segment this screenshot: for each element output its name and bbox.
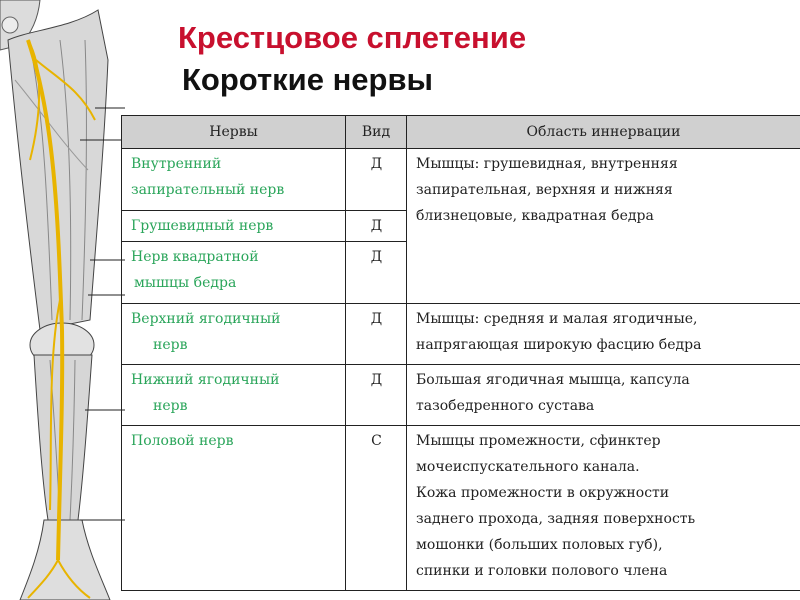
area-line: близнецовые, квадратная бедра <box>416 208 654 224</box>
nerve-type: Д <box>346 242 407 304</box>
nerve-name <box>122 426 346 591</box>
area-line: Мышцы: грушевидная, внутренняя <box>416 156 678 172</box>
area-line: мочеиспускательного канала. <box>416 459 640 475</box>
nerve-type: Д <box>346 365 407 426</box>
nerve-type: Д <box>346 211 407 242</box>
header-type: Вид <box>346 116 407 149</box>
nerve-name-line: мышцы бедра <box>134 275 237 291</box>
header-innervation-area: Область иннервации <box>407 116 800 149</box>
nerve-name-line: запирательный нерв <box>131 182 285 198</box>
innervation-area <box>407 365 800 426</box>
area-line: тазобедренного сустава <box>416 398 595 414</box>
nerve-name <box>122 304 346 365</box>
area-line: запирательная, верхняя и нижняя <box>416 182 673 198</box>
nerve-name-line: нерв <box>153 398 188 414</box>
area-line: спинки и головки полового члена <box>416 563 668 579</box>
area-line: Большая ягодичная мышца, капсула <box>416 372 690 388</box>
nerve-name-line: Внутренний <box>131 156 222 172</box>
nerve-type: С <box>346 426 407 591</box>
nerve-name-line: Верхний ягодичный <box>131 311 281 327</box>
area-line: напрягающая широкую фасцию бедра <box>416 337 702 353</box>
nerve-name <box>122 242 346 304</box>
page-title: Крестцовое сплетение <box>178 20 527 55</box>
nerves-table <box>121 115 800 591</box>
table-row <box>122 304 800 365</box>
innervation-area <box>407 426 800 591</box>
nerve-name <box>122 211 346 242</box>
area-line: заднего прохода, задняя поверхность <box>416 511 696 527</box>
innervation-area <box>407 304 800 365</box>
header-nerves: Нервы <box>122 116 346 149</box>
innervation-area <box>407 149 800 304</box>
table-row <box>122 426 800 591</box>
area-line: мошонки (больших половых губ), <box>416 537 663 553</box>
nerve-name <box>122 149 346 211</box>
table-row <box>122 149 800 211</box>
nerve-name-line: Половой нерв <box>131 433 234 449</box>
nerve-name-line: Нижний ягодичный <box>131 372 280 388</box>
page-subtitle: Короткие нервы <box>182 62 433 97</box>
area-line: Мышцы: средняя и малая ягодичные, <box>416 311 698 327</box>
nerve-name <box>122 365 346 426</box>
nerve-type: Д <box>346 149 407 211</box>
table-header-row <box>122 116 800 149</box>
leg-nerve-illustration <box>0 0 125 600</box>
area-line: Кожа промежности в окружности <box>416 485 670 501</box>
area-line: Мышцы промежности, сфинктер <box>416 433 661 449</box>
nerve-name-line: Грушевидный нерв <box>131 218 274 234</box>
nerve-name-line: Нерв квадратной <box>131 249 259 265</box>
nerve-type: Д <box>346 304 407 365</box>
nerve-name-line: нерв <box>153 337 188 353</box>
table-row <box>122 365 800 426</box>
